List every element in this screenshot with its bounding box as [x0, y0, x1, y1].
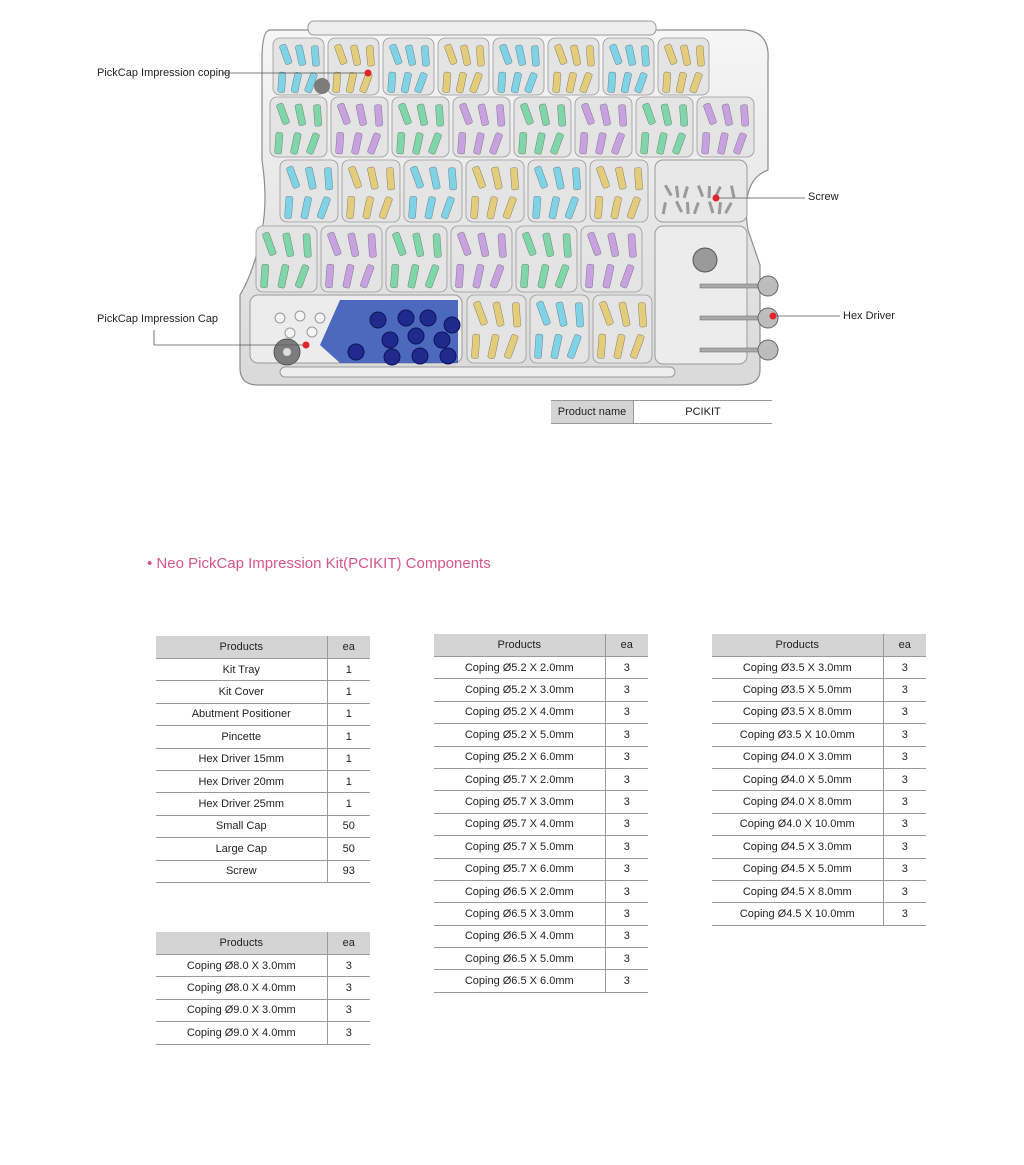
quantity-cell: 3	[605, 880, 648, 902]
table-row	[434, 701, 648, 723]
product-cell: Small Cap	[156, 815, 327, 837]
large-cap	[348, 344, 364, 360]
quantity-cell: 3	[327, 1022, 370, 1044]
product-cell: Coping Ø4.0 X 10.0mm	[712, 813, 883, 835]
table-row	[712, 768, 926, 790]
quantity-cell: 3	[605, 948, 648, 970]
table-row	[434, 679, 648, 701]
callout-hex-driver: Hex Driver	[843, 310, 895, 322]
impression-coping	[476, 46, 484, 67]
product-cell: Coping Ø6.5 X 3.0mm	[434, 903, 605, 925]
quantity-cell: 3	[883, 724, 926, 746]
product-cell: Coping Ø6.5 X 4.0mm	[434, 925, 605, 947]
large-cap	[384, 349, 400, 365]
impression-coping	[608, 72, 616, 93]
table-row	[434, 948, 648, 970]
screw	[708, 186, 711, 198]
impression-coping	[443, 72, 451, 93]
impression-coping	[408, 196, 417, 219]
small-cap	[315, 313, 325, 323]
impression-coping	[455, 264, 464, 288]
quantity-cell: 3	[605, 791, 648, 813]
table-row	[434, 925, 648, 947]
product-cell: Coping Ø4.5 X 5.0mm	[712, 858, 883, 880]
column-header-ea: ea	[605, 634, 648, 657]
impression-coping	[260, 264, 269, 288]
impression-coping	[597, 334, 606, 359]
column-header-products: Products	[712, 634, 883, 657]
table-row	[156, 815, 370, 837]
cover-top	[308, 21, 656, 35]
quantity-cell: 3	[605, 925, 648, 947]
cover-bottom	[280, 367, 675, 377]
table-row	[156, 726, 370, 748]
impression-coping	[313, 105, 321, 127]
large-cap	[444, 317, 460, 333]
product-cell: Hex Driver 20mm	[156, 770, 327, 792]
impression-coping	[510, 168, 519, 191]
table-row	[712, 724, 926, 746]
impression-coping	[386, 168, 395, 191]
product-cell: Coping Ø5.7 X 5.0mm	[434, 836, 605, 858]
table-row	[712, 746, 926, 768]
impression-coping	[498, 72, 506, 93]
column-header-products: Products	[156, 636, 327, 659]
quantity-cell: 3	[605, 768, 648, 790]
impression-coping	[471, 334, 480, 359]
product-cell: Coping Ø6.5 X 6.0mm	[434, 970, 605, 992]
quantity-cell: 1	[327, 703, 370, 725]
impression-coping	[458, 132, 466, 154]
impression-coping	[366, 46, 374, 67]
quantity-cell: 3	[883, 836, 926, 858]
impression-coping	[679, 105, 687, 127]
impression-coping	[553, 72, 561, 93]
table-row	[434, 724, 648, 746]
impression-coping	[448, 168, 457, 191]
impression-coping	[433, 234, 442, 258]
table-row	[156, 748, 370, 770]
impression-coping	[628, 234, 637, 258]
column-header-products: Products	[156, 932, 327, 955]
kit-tray-illustration	[0, 0, 1024, 440]
product-cell: Coping Ø5.7 X 3.0mm	[434, 791, 605, 813]
product-cell: Coping Ø3.5 X 8.0mm	[712, 701, 883, 723]
table-row	[434, 791, 648, 813]
table-row	[156, 659, 370, 681]
impression-coping	[324, 168, 333, 191]
quantity-cell: 3	[605, 746, 648, 768]
kit-tray-figure	[0, 0, 1024, 440]
impression-coping	[740, 105, 748, 127]
table-row	[434, 858, 648, 880]
impression-coping	[435, 105, 443, 127]
small-cap	[285, 328, 295, 338]
table-row	[156, 793, 370, 815]
product-cell: Coping Ø5.2 X 5.0mm	[434, 724, 605, 746]
impression-coping	[311, 46, 319, 67]
hex-driver-head-3	[758, 340, 778, 360]
product-cell: Kit Tray	[156, 659, 327, 681]
quantity-cell: 3	[327, 955, 370, 977]
quantity-cell: 3	[605, 836, 648, 858]
quantity-cell: 3	[883, 880, 926, 902]
table-row	[434, 836, 648, 858]
table-row	[156, 955, 370, 977]
table-row	[434, 746, 648, 768]
impression-coping	[594, 196, 603, 219]
impression-coping	[388, 72, 396, 93]
small-cap	[275, 313, 285, 323]
components-table-coping-small	[712, 634, 926, 926]
callout-dot-hex	[770, 313, 777, 320]
table-row	[434, 903, 648, 925]
quantity-cell: 3	[883, 746, 926, 768]
quantity-cell: 3	[605, 679, 648, 701]
table-row	[712, 701, 926, 723]
large-cap	[370, 312, 386, 328]
impression-coping	[580, 132, 588, 154]
impression-coping	[585, 264, 594, 288]
components-table-coping-large	[156, 932, 370, 1045]
product-cell: Large Cap	[156, 838, 327, 860]
quantity-cell: 3	[327, 999, 370, 1021]
quantity-cell: 3	[883, 768, 926, 790]
impression-coping	[303, 234, 312, 258]
product-cell: Coping Ø8.0 X 4.0mm	[156, 977, 327, 999]
product-name-box	[551, 400, 772, 424]
product-cell: Screw	[156, 860, 327, 882]
impression-coping	[333, 72, 341, 93]
product-cell: Pincette	[156, 726, 327, 748]
product-cell: Coping Ø5.2 X 2.0mm	[434, 657, 605, 679]
table-row	[434, 880, 648, 902]
quantity-cell: 3	[605, 858, 648, 880]
product-cell: Coping Ø9.0 X 3.0mm	[156, 999, 327, 1021]
quantity-cell: 3	[883, 903, 926, 925]
quantity-cell: 1	[327, 681, 370, 703]
impression-coping	[702, 132, 710, 154]
impression-coping	[534, 334, 543, 359]
quantity-cell: 1	[327, 748, 370, 770]
column-header-ea: ea	[883, 634, 926, 657]
column-header-ea: ea	[327, 636, 370, 659]
impression-coping	[278, 72, 286, 93]
section-title: • Neo PickCap Impression Kit(PCIKIT) Components	[147, 555, 491, 572]
table-row	[712, 679, 926, 701]
components-table-coping-mid	[434, 634, 648, 993]
impression-coping	[520, 264, 529, 288]
quantity-cell: 3	[605, 657, 648, 679]
impression-coping	[557, 105, 565, 127]
impression-coping	[325, 264, 334, 288]
table-row	[156, 1022, 370, 1044]
table-row	[156, 860, 370, 882]
large-cap	[408, 328, 424, 344]
impression-coping	[275, 132, 283, 154]
product-cell: Coping Ø4.5 X 3.0mm	[712, 836, 883, 858]
impression-coping	[586, 46, 594, 67]
product-cell: Coping Ø5.7 X 6.0mm	[434, 858, 605, 880]
table-row	[156, 770, 370, 792]
impression-coping	[663, 72, 671, 93]
product-cell: Coping Ø4.5 X 10.0mm	[712, 903, 883, 925]
product-name-label: Product name	[551, 401, 633, 423]
impression-coping	[531, 46, 539, 67]
hex-driver-head-1	[758, 276, 778, 296]
product-cell: Coping Ø3.5 X 5.0mm	[712, 679, 883, 701]
impression-coping	[470, 196, 479, 219]
table-row	[434, 970, 648, 992]
small-cap	[295, 311, 305, 321]
impression-coping	[397, 132, 405, 154]
callout-dot-coping	[365, 70, 372, 77]
product-cell: Abutment Positioner	[156, 703, 327, 725]
product-cell: Coping Ø3.5 X 10.0mm	[712, 724, 883, 746]
table-row	[712, 880, 926, 902]
product-cell: Coping Ø8.0 X 3.0mm	[156, 955, 327, 977]
impression-coping	[696, 46, 704, 67]
impression-coping	[641, 46, 649, 67]
quantity-cell: 3	[605, 970, 648, 992]
table-row	[156, 838, 370, 860]
quantity-cell: 3	[605, 903, 648, 925]
column-header-ea: ea	[327, 932, 370, 955]
large-cap	[398, 310, 414, 326]
table-row	[712, 858, 926, 880]
impression-coping	[346, 196, 355, 219]
large-cap	[420, 310, 436, 326]
product-cell: Hex Driver 25mm	[156, 793, 327, 815]
impression-coping	[519, 132, 527, 154]
table-row	[712, 791, 926, 813]
table-row	[156, 977, 370, 999]
product-cell: Hex Driver 15mm	[156, 748, 327, 770]
components-table-kit-parts	[156, 636, 370, 883]
product-cell: Coping Ø5.2 X 3.0mm	[434, 679, 605, 701]
product-cell: Coping Ø5.7 X 4.0mm	[434, 813, 605, 835]
quantity-cell: 3	[327, 977, 370, 999]
table-row	[712, 813, 926, 835]
table-row	[712, 657, 926, 679]
quantity-cell: 50	[327, 838, 370, 860]
impression-coping	[638, 303, 647, 328]
table-row	[434, 768, 648, 790]
callout-impression-coping: PickCap Impression coping	[97, 67, 231, 79]
quantity-cell: 3	[605, 724, 648, 746]
impression-coping	[634, 168, 643, 191]
product-cell: Coping Ø9.0 X 4.0mm	[156, 1022, 327, 1044]
quantity-cell: 1	[327, 659, 370, 681]
table-row	[712, 903, 926, 925]
impression-coping	[618, 105, 626, 127]
callout-dot-screw	[713, 195, 720, 202]
product-cell: Coping Ø5.2 X 6.0mm	[434, 746, 605, 768]
screw	[686, 202, 690, 214]
impression-coping	[390, 264, 399, 288]
large-cap	[412, 348, 428, 364]
hex-driver-shaft	[700, 316, 760, 320]
impression-coping	[575, 303, 584, 328]
impression-coping	[336, 132, 344, 154]
impression-coping	[563, 234, 572, 258]
large-cap	[434, 332, 450, 348]
callout-impression-cap: PickCap Impression Cap	[97, 313, 219, 325]
quantity-cell: 93	[327, 860, 370, 882]
quantity-cell: 1	[327, 726, 370, 748]
quantity-cell: 3	[883, 679, 926, 701]
quantity-cell: 3	[605, 701, 648, 723]
quantity-cell: 3	[883, 657, 926, 679]
quantity-cell: 3	[605, 813, 648, 835]
product-cell: Coping Ø4.0 X 8.0mm	[712, 791, 883, 813]
quantity-cell: 1	[327, 793, 370, 815]
driver-compartment	[655, 226, 747, 364]
product-cell: Coping Ø4.0 X 5.0mm	[712, 768, 883, 790]
product-cell: Coping Ø3.5 X 3.0mm	[712, 657, 883, 679]
abutment-positioner	[693, 248, 717, 272]
table-row	[156, 999, 370, 1021]
callout-dot-cap	[303, 342, 310, 349]
hex-driver-shaft	[700, 348, 760, 352]
product-cell: Kit Cover	[156, 681, 327, 703]
product-cell: Coping Ø5.2 X 4.0mm	[434, 701, 605, 723]
product-cell: Coping Ø4.0 X 3.0mm	[712, 746, 883, 768]
quantity-cell: 3	[883, 701, 926, 723]
table-row	[434, 813, 648, 835]
small-cap	[307, 327, 317, 337]
impression-coping	[512, 303, 521, 328]
positioner-hole	[283, 348, 291, 356]
product-cell: Coping Ø5.7 X 2.0mm	[434, 768, 605, 790]
product-cell: Coping Ø6.5 X 5.0mm	[434, 948, 605, 970]
impression-coping	[498, 234, 507, 258]
table-row	[434, 657, 648, 679]
product-cell: Coping Ø6.5 X 2.0mm	[434, 880, 605, 902]
impression-coping	[572, 168, 581, 191]
impression-coping	[368, 234, 377, 258]
impression-coping	[374, 105, 382, 127]
callout-screw: Screw	[808, 191, 839, 203]
product-name-value: PCIKIT	[633, 401, 772, 423]
large-cap	[440, 348, 456, 364]
table-row	[712, 836, 926, 858]
column-header-products: Products	[434, 634, 605, 657]
impression-coping	[284, 196, 293, 219]
table-row	[156, 681, 370, 703]
positioner-disc-top	[314, 78, 330, 94]
quantity-cell: 1	[327, 770, 370, 792]
product-cell: Coping Ø4.5 X 8.0mm	[712, 880, 883, 902]
quantity-cell: 3	[883, 791, 926, 813]
quantity-cell: 50	[327, 815, 370, 837]
impression-coping	[641, 132, 649, 154]
table-row	[156, 703, 370, 725]
large-cap	[382, 332, 398, 348]
quantity-cell: 3	[883, 858, 926, 880]
impression-coping	[496, 105, 504, 127]
impression-coping	[532, 196, 541, 219]
impression-coping	[421, 46, 429, 67]
hex-driver-shaft	[700, 284, 760, 288]
quantity-cell: 3	[883, 813, 926, 835]
